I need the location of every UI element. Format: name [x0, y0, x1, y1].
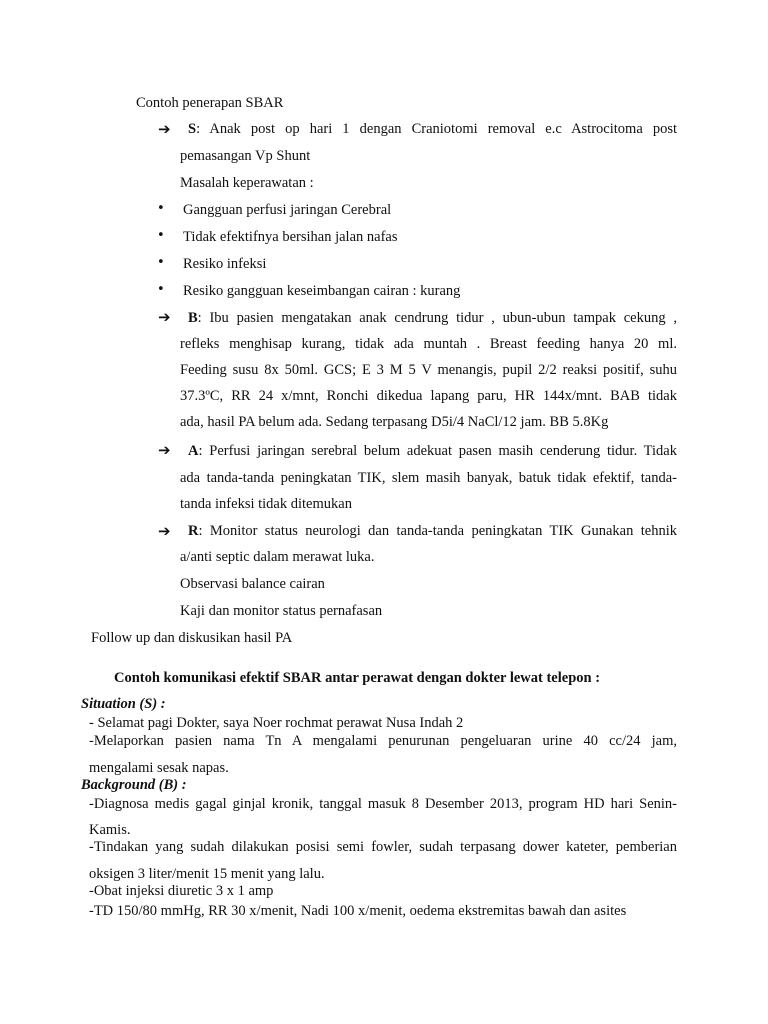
bullet-icon: •	[157, 201, 165, 216]
situation-line-1: - Selamat pagi Dokter, saya Noer rochmat perawat Nusa Indah 2	[89, 715, 464, 731]
problem-item: Resiko gangguan keseimbangan cairan : kurang	[183, 283, 461, 299]
b-line-5: ada, hasil PA belum ada. Sedang terpasang D5i/4 NaCl/12 jam. BB 5.8Kg	[180, 414, 609, 430]
background-line-3: -Tindakan yang sudah dilakukan posisi semi fowler, sudah terpasang dower kateter, pemberian	[89, 839, 677, 855]
b-line-1	[188, 309, 677, 327]
arrow-icon: ➔	[158, 441, 171, 459]
situation-line-2: -Melaporkan pasien nama Tn A mengalami penurunan pengeluaran urine 40 cc/24 jam,	[89, 733, 677, 749]
arrow-icon: ➔	[158, 308, 171, 326]
r-line-2: a/anti septic dalam merawat luka.	[180, 549, 375, 565]
a-key: A	[188, 443, 199, 459]
masalah-label: Masalah keperawatan :	[180, 175, 314, 191]
background-line-5: -Obat injeksi diuretic 3 x 1 amp	[89, 883, 274, 899]
background-line-4: oksigen 3 liter/menit 15 menit yang lalu.	[89, 866, 325, 882]
bullet-icon: •	[157, 255, 165, 270]
s-key: S	[188, 121, 197, 137]
a-text-1: : Perfusi jaringan serebral belum adekuat pasen masih cenderung tidur. Tidak	[198, 443, 677, 459]
r-line-4: Kaji dan monitor status pernafasan	[180, 603, 383, 619]
background-line-6: -TD 150/80 mmHg, RR 30 x/menit, Nadi 100 x/menit, oedema ekstremitas bawah dan asites	[89, 903, 627, 919]
a-line-3: tanda infeksi tidak ditemukan	[180, 496, 352, 512]
r-line-3: Observasi balance cairan	[180, 576, 325, 592]
s-text-1: : Anak post op hari 1 dengan Craniotomi removal e.c Astrocitoma post	[196, 121, 677, 137]
r-key: R	[188, 523, 199, 539]
problem-item: Tidak efektifnya bersihan jalan nafas	[183, 229, 398, 245]
a-line-1	[188, 442, 677, 460]
b-key: B	[188, 310, 198, 326]
problem-item: Resiko infeksi	[183, 256, 267, 272]
b-line-3: Feeding susu 8x 50ml. GCS; E 3 M 5 V menangis, pupil 2/2 reaksi positif, suhu	[180, 362, 677, 378]
a-line-2: ada tanda-tanda peningkatan TIK, slem masih banyak, batuk tidak efektif, tanda-	[180, 470, 677, 486]
bullet-icon: •	[157, 282, 165, 297]
problem-item: Gangguan perfusi jaringan Cerebral	[183, 202, 392, 218]
b-line-4: 37.3ºC, RR 24 x/mnt, Ronchi dikedua lapang paru, HR 144x/mnt. BAB tidak	[180, 388, 677, 404]
b-line-2: refleks menghisap kurang, tidak ada muntah . Breast feeding hanya 20 ml.	[180, 336, 677, 352]
background-line-1: -Diagnosa medis gagal ginjal kronik, tanggal masuk 8 Desember 2013, program HD hari Senin-	[89, 796, 677, 812]
r-text-1: : Monitor status neurologi dan tanda-tanda peningkatan TIK Gunakan tehnik	[198, 523, 677, 539]
arrow-icon: ➔	[158, 522, 171, 540]
situation-label: Situation (S) :	[81, 696, 166, 712]
comm-heading: Contoh komunikasi efektif SBAR antar perawat dengan dokter lewat telepon :	[114, 670, 601, 686]
r-line-1	[188, 522, 677, 540]
background-line-2: Kamis.	[89, 822, 131, 838]
background-label: Background (B) :	[81, 777, 187, 793]
bullet-icon: •	[157, 228, 165, 243]
intro-text: Contoh penerapan SBAR	[136, 95, 284, 111]
follow-up-text: Follow up dan diskusikan hasil PA	[91, 630, 293, 646]
s-line-2: pemasangan Vp Shunt	[180, 148, 311, 164]
b-text-1: : Ibu pasien mengatakan anak cendrung tidur , ubun-ubun tampak cekung ,	[197, 310, 677, 326]
situation-line-3: mengalami sesak napas.	[89, 760, 229, 776]
arrow-icon: ➔	[158, 120, 171, 138]
s-line-1	[188, 120, 677, 138]
